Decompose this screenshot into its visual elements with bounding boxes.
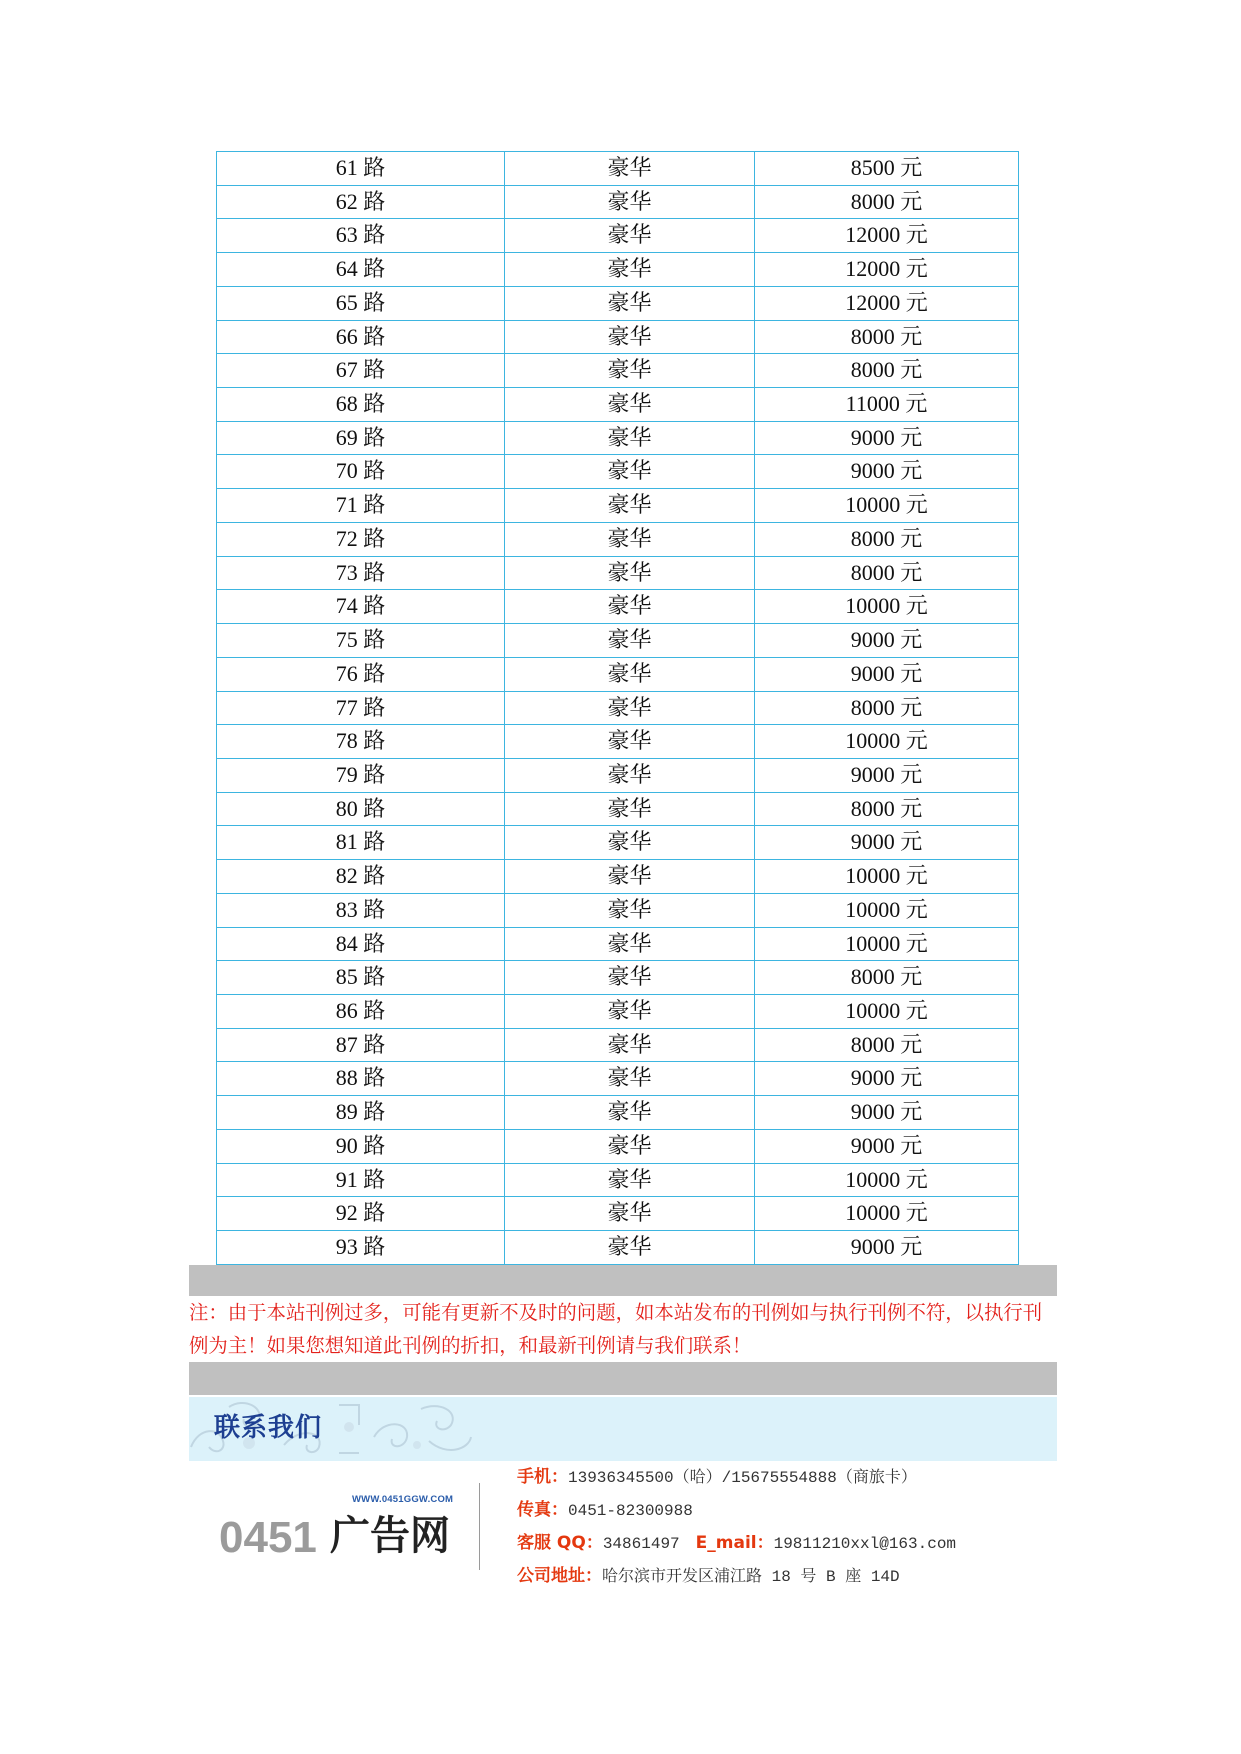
table-row [217,321,1019,355]
route-cell: 68 路 [217,388,505,421]
route-cell: 89 路 [217,1096,505,1129]
price-cell: 8000 元 [755,1029,1019,1062]
route-cell: 88 路 [217,1062,505,1095]
route-cell: 80 路 [217,793,505,826]
price-cell: 9000 元 [755,658,1019,691]
table-row [217,1062,1019,1096]
table-row [217,725,1019,759]
price-cell: 10000 元 [755,928,1019,961]
table-row [217,1164,1019,1198]
route-cell: 77 路 [217,692,505,725]
table-row [217,928,1019,962]
route-cell: 82 路 [217,860,505,893]
route-cell: 65 路 [217,287,505,320]
price-cell: 10000 元 [755,860,1019,893]
price-cell: 8000 元 [755,321,1019,354]
table-row [217,1130,1019,1164]
type-cell: 豪华 [505,287,755,320]
table-row [217,388,1019,422]
price-cell: 9000 元 [755,422,1019,455]
price-cell: 9000 元 [755,624,1019,657]
type-cell: 豪华 [505,1062,755,1095]
price-cell: 12000 元 [755,219,1019,252]
price-cell: 8000 元 [755,692,1019,725]
route-cell: 70 路 [217,455,505,488]
type-cell: 豪华 [505,692,755,725]
route-cell: 61 路 [217,152,505,185]
address-label: 公司地址： [517,1566,602,1586]
type-cell: 豪华 [505,961,755,994]
route-cell: 72 路 [217,523,505,556]
table-row [217,489,1019,523]
type-cell: 豪华 [505,557,755,590]
route-cell: 86 路 [217,995,505,1028]
table-row [217,624,1019,658]
fax-line [517,1494,1037,1527]
price-cell: 9000 元 [755,1096,1019,1129]
type-cell: 豪华 [505,523,755,556]
table-row [217,1029,1019,1063]
route-cell: 73 路 [217,557,505,590]
type-cell: 豪华 [505,590,755,623]
type-cell: 豪华 [505,219,755,252]
type-cell: 豪华 [505,152,755,185]
email-value: 19811210xxl@163.com [773,1535,957,1553]
logo-name: 广告网 [330,1513,450,1559]
type-cell: 豪华 [505,860,755,893]
type-cell: 豪华 [505,1164,755,1197]
type-cell: 豪华 [505,658,755,691]
route-cell: 67 路 [217,354,505,387]
type-cell: 豪华 [505,321,755,354]
type-cell: 豪华 [505,894,755,927]
type-cell: 豪华 [505,186,755,219]
table-row [217,253,1019,287]
type-cell: 豪华 [505,928,755,961]
route-cell: 71 路 [217,489,505,522]
type-cell: 豪华 [505,1197,755,1230]
route-cell: 74 路 [217,590,505,623]
route-cell: 87 路 [217,1029,505,1062]
type-cell: 豪华 [505,1029,755,1062]
email-label: E_mail： [695,1533,774,1553]
table-row [217,354,1019,388]
table-row [217,826,1019,860]
price-cell: 8000 元 [755,961,1019,994]
price-cell: 10000 元 [755,1197,1019,1230]
price-cell: 9000 元 [755,455,1019,488]
type-cell: 豪华 [505,253,755,286]
table-row [217,1096,1019,1130]
route-cell: 91 路 [217,1164,505,1197]
price-cell: 9000 元 [755,1231,1019,1264]
contact-info [517,1461,1037,1593]
route-cell: 90 路 [217,1130,505,1163]
contact-us-title: 联系我们 [214,1413,323,1443]
price-cell: 8000 元 [755,186,1019,219]
type-cell: 豪华 [505,826,755,859]
type-cell: 豪华 [505,759,755,792]
price-cell: 10000 元 [755,590,1019,623]
price-cell: 9000 元 [755,759,1019,792]
price-cell: 8500 元 [755,152,1019,185]
contact-banner [189,1397,1057,1461]
table-row [217,1231,1019,1265]
table-row [217,523,1019,557]
table-row [217,1197,1019,1231]
address-line [517,1560,1037,1593]
type-cell: 豪华 [505,388,755,421]
route-cell: 66 路 [217,321,505,354]
price-cell: 10000 元 [755,894,1019,927]
table-row [217,557,1019,591]
price-cell: 11000 元 [755,388,1019,421]
logo-number: 0451 [219,1513,317,1562]
fax-value: 0451-82300988 [568,1502,693,1520]
route-cell: 92 路 [217,1197,505,1230]
table-row [217,658,1019,692]
gray-separator-bar [189,1362,1057,1395]
price-cell: 10000 元 [755,725,1019,758]
table-row [217,692,1019,726]
route-cell: 81 路 [217,826,505,859]
price-cell: 12000 元 [755,253,1019,286]
table-row [217,793,1019,827]
type-cell: 豪华 [505,995,755,1028]
table-row [217,422,1019,456]
phone-value: 13936345500（哈）/15675554888（商旅卡） [568,1469,917,1487]
type-cell: 豪华 [505,354,755,387]
address-value: 哈尔滨市开发区浦江路 18 号 B 座 14D [602,1568,900,1586]
type-cell: 豪华 [505,455,755,488]
price-cell: 12000 元 [755,287,1019,320]
gray-separator-bar [189,1265,1057,1296]
route-cell: 85 路 [217,961,505,994]
table-row [217,961,1019,995]
price-cell: 9000 元 [755,1062,1019,1095]
table-row [217,455,1019,489]
route-cell: 62 路 [217,186,505,219]
table-row [217,287,1019,321]
price-cell: 10000 元 [755,489,1019,522]
type-cell: 豪华 [505,725,755,758]
table-row [217,759,1019,793]
route-cell: 83 路 [217,894,505,927]
route-cell: 84 路 [217,928,505,961]
type-cell: 豪华 [505,489,755,522]
logo-url-text: WWW.0451GGW.COM [352,1494,454,1505]
route-cell: 79 路 [217,759,505,792]
disclaimer-note: 注：由于本站刊例过多，可能有更新不及时的问题，如本站发布的刊例如与执行刊例不符，以执行刊例为主！如果您想知道此刊例的折扣，和最新刊例请与我们联系！ [189,1303,1043,1357]
price-cell: 8000 元 [755,793,1019,826]
type-cell: 豪华 [505,793,755,826]
price-cell: 8000 元 [755,523,1019,556]
price-cell: 9000 元 [755,826,1019,859]
route-cell: 78 路 [217,725,505,758]
table-row [217,219,1019,253]
phone-line [517,1461,1037,1494]
route-cell: 75 路 [217,624,505,657]
type-cell: 豪华 [505,624,755,657]
rate-table [216,151,1019,1265]
route-cell: 64 路 [217,253,505,286]
type-cell: 豪华 [505,1130,755,1163]
qq-value: 34861497 [602,1535,680,1553]
qq-label: 客服 QQ： [517,1533,603,1553]
price-cell: 8000 元 [755,557,1019,590]
table-row [217,894,1019,928]
table-row [217,590,1019,624]
route-cell: 69 路 [217,422,505,455]
table-row [217,186,1019,220]
price-cell: 9000 元 [755,1130,1019,1163]
table-row [217,860,1019,894]
route-cell: 93 路 [217,1231,505,1264]
price-cell: 10000 元 [755,995,1019,1028]
type-cell: 豪华 [505,1096,755,1129]
table-row [217,995,1019,1029]
price-cell: 10000 元 [755,1164,1019,1197]
logo-divider [479,1483,480,1570]
type-cell: 豪华 [505,1231,755,1264]
fax-label: 传真： [517,1500,568,1520]
type-cell: 豪华 [505,422,755,455]
table-row [217,152,1019,186]
phone-label: 手机： [517,1467,568,1487]
qq-email-line [517,1527,1037,1560]
price-cell: 8000 元 [755,354,1019,387]
route-cell: 63 路 [217,219,505,252]
route-cell: 76 路 [217,658,505,691]
